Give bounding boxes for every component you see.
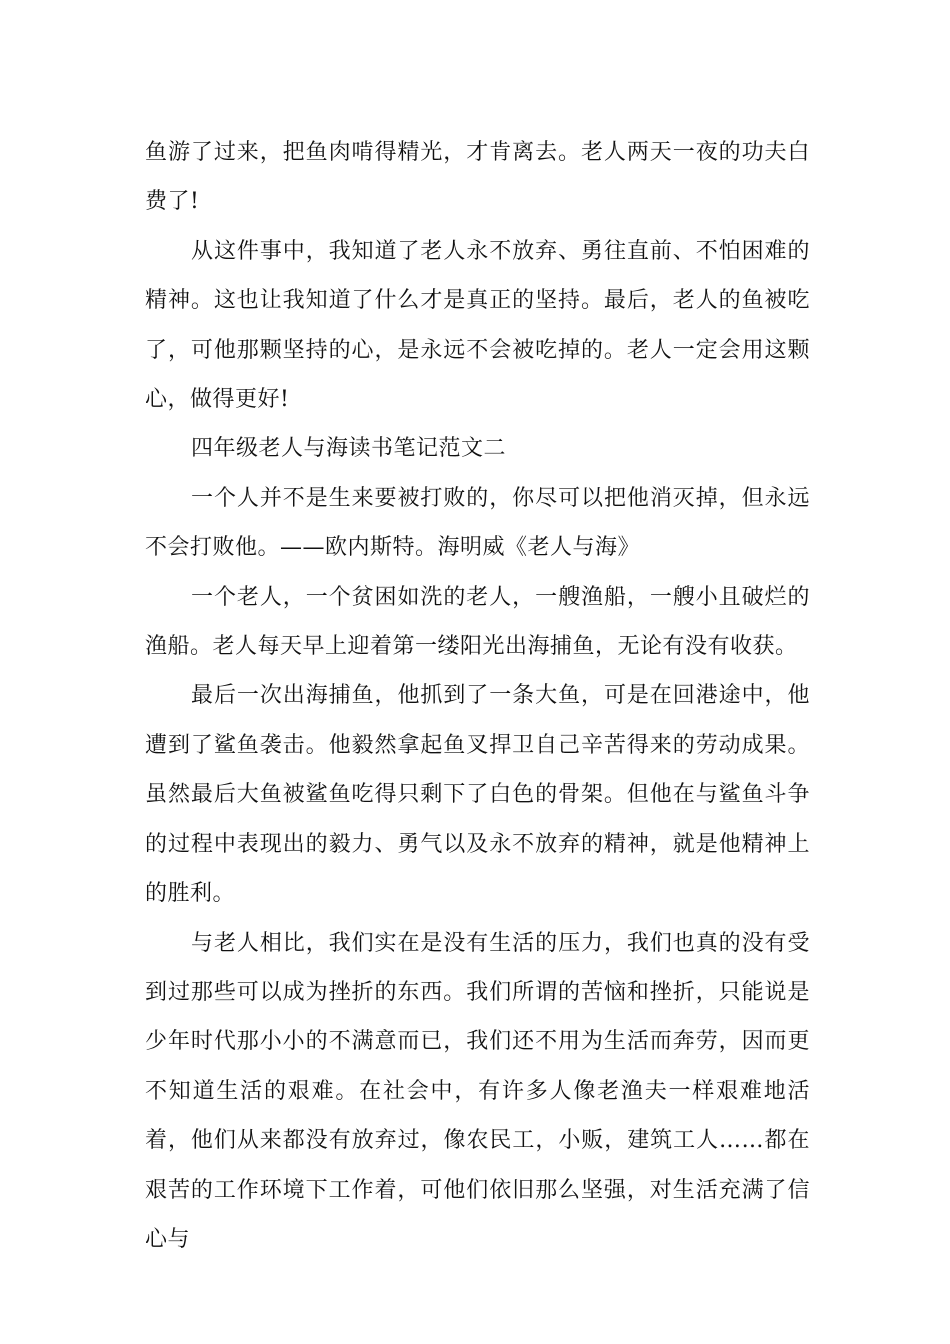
paragraph-last-voyage: 最后一次出海捕鱼，他抓到了一条大鱼，可是在回港途中，他遭到了鲨鱼袭击。他毅然拿起鱼叉捍卫自己辛苦得来的劳动成果。虽然最后大鱼被鲨鱼吃得只剩下了白色的骨架。但他在与鲨鱼斗争的过程中表现出的毅力、勇气以及永不放弃的精神，就是他精神上的胜利。 (145, 683, 810, 907)
paragraph-old-man: 一个老人，一个贫困如洗的老人，一艘渔船，一艘小且破烂的渔船。老人每天早上迎着第一缕阳光出海捕鱼，无论有没有收获。 (145, 584, 810, 660)
paragraph-reflection: 从这件事中，我知道了老人永不放弃、勇往直前、不怕困难的精神。这也让我知道了什么才是真正的坚持。最后，老人的鱼被吃了，可他那颗坚持的心，是永远不会被吃掉的。老人一定会用这颗心，做得更好! (145, 238, 810, 413)
paragraph-quote: 一个人并不是生来要被打败的，你尽可以把他消灭掉，但永远不会打败他。——欧内斯特。海明威《老人与海》 (145, 485, 810, 561)
document-body (145, 128, 810, 1264)
paragraph-comparison: 与老人相比，我们实在是没有生活的压力，我们也真的没有受到过那些可以成为挫折的东西。我们所谓的苦恼和挫折，只能说是少年时代那小小的不满意而已，我们还不用为生活而奔劳，因而更不知道生活的艰难。在社会中，有许多人像老渔夫一样艰难地活着，他们从来都没有放弃过，像农民工，小贩，建筑工人……都在艰苦的工作环境下工作着，可他们依旧那么坚强，对生活充满了信心与 (145, 930, 810, 1252)
paragraph-continued: 鱼游了过来，把鱼肉啃得精光，才肯离去。老人两天一夜的功夫白费了! (145, 140, 810, 215)
section-heading: 四年级老人与海读书笔记范文二 (191, 436, 507, 462)
